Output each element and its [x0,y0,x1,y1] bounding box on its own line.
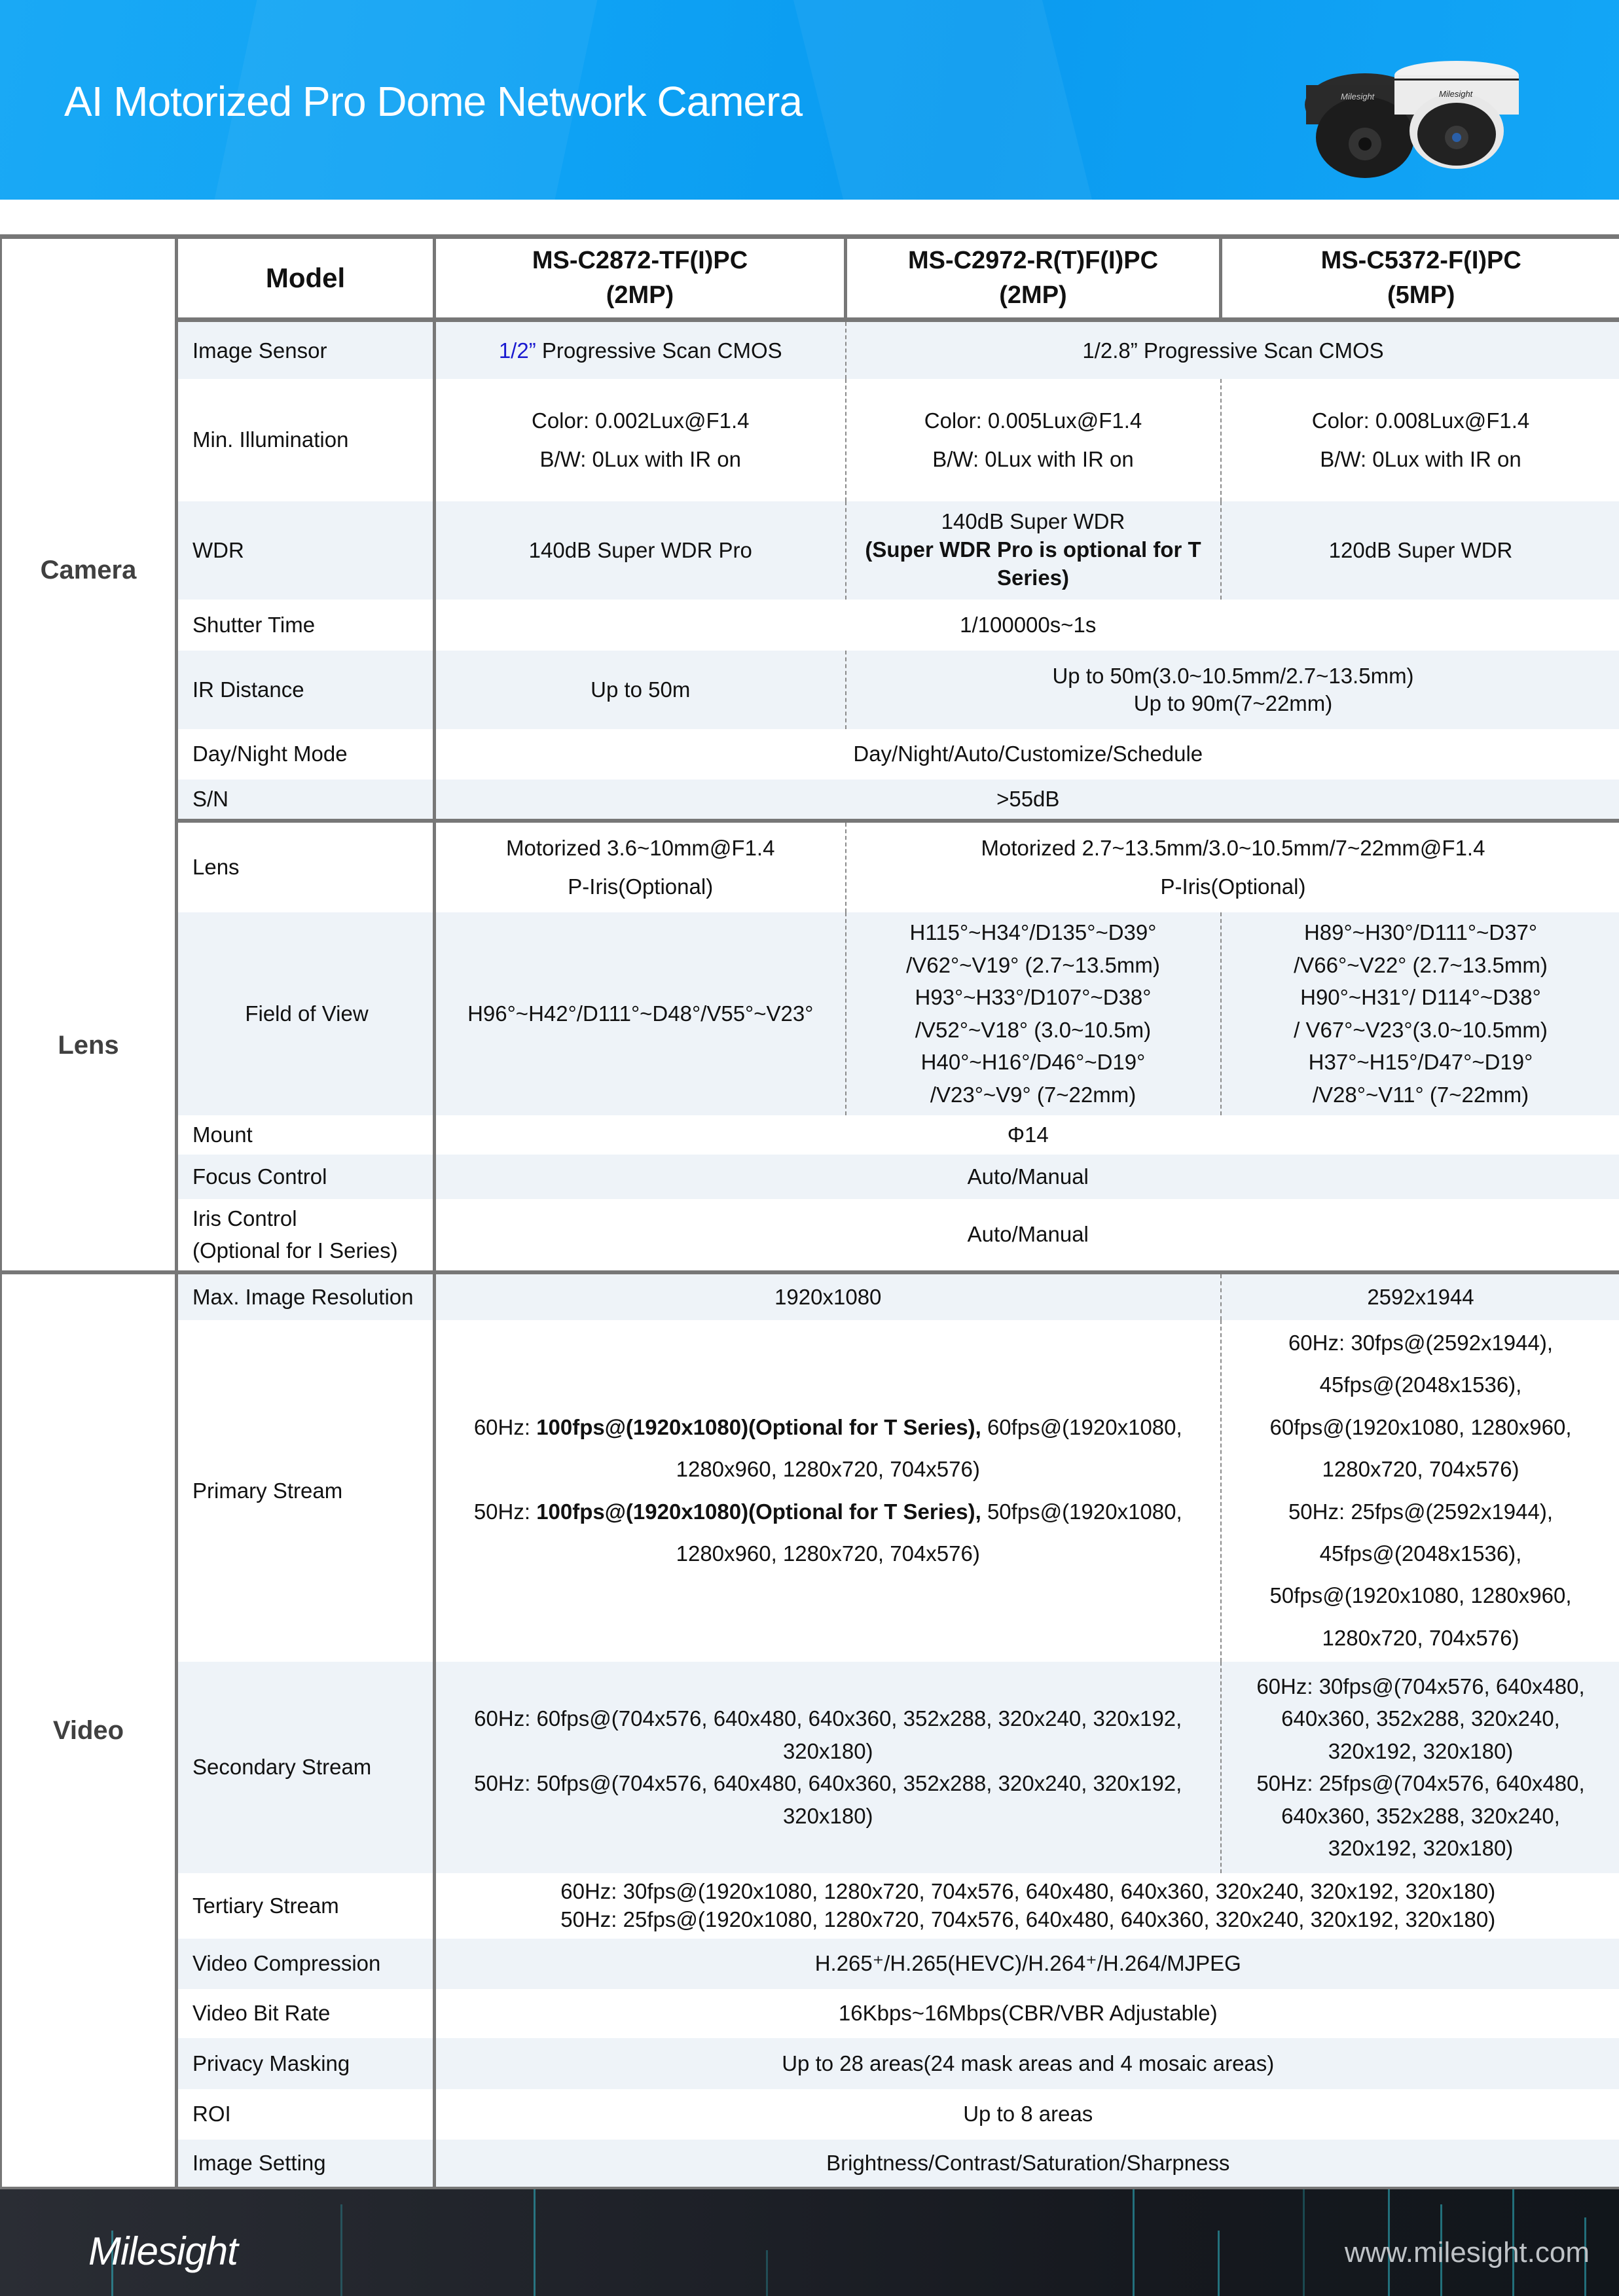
section-camera: Camera [1,320,177,821]
model-header-a [435,237,846,320]
table-row-roi [1,2089,1619,2140]
table-row-primary-stream [1,1320,1619,1662]
table-row-video-bit-rate [1,1989,1619,2038]
cell-ab [435,1320,1221,1662]
row-label: Image Setting [177,2140,435,2189]
cell-bc [846,821,1619,912]
corner-cell [1,237,177,320]
model-resolution: (5MP) [1387,281,1455,309]
model-label: Model [177,237,435,320]
table-row-iris-control [1,1199,1619,1272]
cell-line: 50Hz: 25fps@(2592x1944), [1288,1499,1554,1524]
cell-bc [846,651,1619,729]
cell-all: Up to 8 areas [435,2089,1619,2140]
camera-logo-text: Milesight [1439,89,1473,99]
model-name: MS-C2872-TF(I)PC [532,246,748,274]
table-row-wdr [1,501,1619,600]
table-row-privacy-masking [1,2038,1619,2089]
row-label: Field of View [177,912,435,1115]
cell-line: / V67°~V23°(3.0~10.5mm) [1294,1017,1548,1042]
model-header-b [846,237,1221,320]
decor-line [340,2204,342,2296]
table-row-mount [1,1115,1619,1155]
cell-line: 1280x720, 704x576) [1322,1457,1519,1482]
row-label [177,1199,435,1272]
cell-line: 60Hz: 30fps@(1920x1080, 1280x720, 704x576, 640x480, 640x360, 320x240, 320x192, 320x180) [560,1878,1496,1903]
row-label: WDR [177,501,435,600]
cell-line: 50Hz: 25fps@(1920x1080, 1280x720, 704x576, 640x480, 640x360, 320x240, 320x192, 320x180) [560,1907,1496,1931]
table-row-image-sensor [1,320,1619,379]
footer-banner [0,2189,1619,2296]
cell-line: Up to 50m(3.0~10.5mm/2.7~13.5mm) [1052,664,1414,689]
row-label: Focus Control [177,1155,435,1199]
cell-text: Progressive Scan CMOS [536,338,782,363]
table-row-secondary-stream [1,1662,1619,1873]
table-row-video-compression [1,1939,1619,1989]
decor-line [1303,2189,1305,2296]
decor-line [766,2250,768,2296]
cell-b [846,912,1221,1115]
row-label: Min. Illumination [177,379,435,501]
cell-all: 16Kbps~16Mbps(CBR/VBR Adjustable) [435,1989,1619,2038]
table-row-min-illumination [1,379,1619,501]
model-name: MS-C5372-F(I)PC [1320,246,1521,274]
cell-line: 50Hz: 100fps@(1920x1080)(Optional for T Series), 50fps@(1920x1080, [473,1499,1182,1524]
product-image-dome-cameras [1303,46,1519,183]
decor-line [1133,2189,1135,2296]
cell-line: /V66°~V22° (2.7~13.5mm) [1294,952,1548,977]
cell-c: 120dB Super WDR [1221,501,1619,600]
cell-all: H.265⁺/H.265(HEVC)/H.264⁺/H.264/MJPEG [435,1939,1619,1989]
cell-line: /V23°~V9° (7~22mm) [930,1082,1137,1107]
cell-line: /V52°~V18° (3.0~10.5m) [915,1017,1152,1042]
cell-line: 60Hz: 60fps@(704x576, 640x480, 640x360, 352x288, 320x240, 320x192, 320x180) [474,1706,1182,1763]
model-resolution: (2MP) [606,281,674,309]
cell-b [846,379,1221,501]
section-video: Video [1,1272,177,2189]
table-row-sn [1,780,1619,821]
row-label: Image Sensor [177,320,435,379]
row-label: Secondary Stream [177,1662,435,1873]
cell-line: H89°~H30°/D111°~D37° [1303,920,1538,944]
cell-line: Color: 0.005Lux@F1.4 [924,408,1142,433]
cell-a: Up to 50m [435,651,846,729]
milesight-logo: Milesight [88,2229,238,2273]
cell-line: B/W: 0Lux with IR on [1320,447,1521,471]
cell-line: Color: 0.008Lux@F1.4 [1311,408,1530,433]
model-header-row [1,237,1619,320]
cell-line: /V62°~V19° (2.7~13.5mm) [906,952,1160,977]
header-banner [0,0,1619,200]
row-label: Video Compression [177,1939,435,1989]
section-lens: Lens [1,821,177,1272]
cell-all: >55dB [435,780,1619,821]
cell-line: 60fps@(1920x1080, 1280x960, [1269,1414,1572,1439]
row-label: Video Bit Rate [177,1989,435,2038]
cell-all [435,1873,1619,1939]
table-row-field-of-view [1,912,1619,1115]
cell-bc: 1/2.8” Progressive Scan CMOS [846,320,1619,379]
cell-line: 50Hz: 25fps@(704x576, 640x480, 640x360, 352x288, 320x240, 320x192, 320x180) [1256,1771,1585,1860]
cell-line: 60Hz: 30fps@(2592x1944), [1288,1331,1554,1355]
website-link[interactable]: www.milesight.com [1344,2236,1590,2269]
decor-line [534,2189,536,2296]
cell-line: H115°~H34°/D135°~D39° [909,920,1157,944]
cell-line: H93°~H33°/D107°~D38° [915,985,1152,1009]
cell-a: H96°~H42°/D111°~D48°/V55°~V23° [435,912,846,1115]
cell-c [1221,1320,1619,1662]
table-row-lens [1,821,1619,912]
cell-line: H90°~H31°/ D114°~D38° [1300,985,1541,1009]
cell-line: 1280x960, 1280x720, 704x576) [676,1457,980,1482]
cell-line: 45fps@(2048x1536), [1319,1372,1522,1397]
row-label: Shutter Time [177,600,435,651]
cell-a [435,821,846,912]
cell-line: P-Iris(Optional) [1160,874,1306,899]
cell-line: 60Hz: 30fps@(704x576, 640x480, 640x360, 352x288, 320x240, 320x192, 320x180) [1256,1674,1585,1763]
cell-all: Φ14 [435,1115,1619,1155]
cell-line: 60Hz: 100fps@(1920x1080)(Optional for T Series), 60fps@(1920x1080, [473,1414,1182,1439]
row-label: Lens [177,821,435,912]
table-row-day-night-mode [1,729,1619,780]
cell-line: 45fps@(2048x1536), [1319,1541,1522,1566]
cell-all: Day/Night/Auto/Customize/Schedule [435,729,1619,780]
highlight-value: 1/2” [498,338,536,363]
row-label: Privacy Masking [177,2038,435,2089]
row-label-note: (Optional for I Series) [192,1238,398,1263]
table-row-tertiary-stream [1,1873,1619,1939]
cell-line: /V28°~V11° (7~22mm) [1312,1082,1529,1107]
row-label: Tertiary Stream [177,1873,435,1939]
cell-c [1221,912,1619,1115]
cell-a [435,320,846,379]
cell-b [846,501,1221,600]
row-label-line: Iris Control [192,1206,297,1230]
cell-all: Auto/Manual [435,1199,1619,1272]
cell-line: Up to 90m(7~22mm) [1133,691,1333,715]
model-header-c [1221,237,1619,320]
cell-line: Motorized 2.7~13.5mm/3.0~10.5mm/7~22mm@F1.4 [981,835,1485,860]
row-label: S/N [177,780,435,821]
cell-line: Motorized 3.6~10mm@F1.4 [506,835,775,860]
decor-line [1218,2231,1220,2296]
cell-line: 140dB Super WDR [941,509,1125,534]
row-label: Max. Image Resolution [177,1272,435,1320]
cell-a: 140dB Super WDR Pro [435,501,846,600]
spec-table [0,234,1619,2191]
model-resolution: (2MP) [999,281,1067,309]
cell-ab: 1920x1080 [435,1272,1221,1320]
row-label: Primary Stream [177,1320,435,1662]
cell-ab [435,1662,1221,1873]
cell-line: B/W: 0Lux with IR on [539,447,742,471]
cell-note: (Super WDR Pro is optional for T Series) [865,537,1201,590]
cell-line: 1280x720, 704x576) [1322,1625,1519,1650]
row-label: ROI [177,2089,435,2140]
table-row-image-setting [1,2140,1619,2189]
cell-all: 1/100000s~1s [435,600,1619,651]
cell-c [1221,1662,1619,1873]
cell-all: Auto/Manual [435,1155,1619,1199]
cell-all: Brightness/Contrast/Saturation/Sharpness [435,2140,1619,2189]
banner-facet [793,0,1092,200]
row-label: Mount [177,1115,435,1155]
cell-line: 50fps@(1920x1080, 1280x960, [1269,1583,1572,1608]
cell-line: B/W: 0Lux with IR on [932,447,1134,471]
row-label: IR Distance [177,651,435,729]
cell-line: 1280x960, 1280x720, 704x576) [676,1541,980,1566]
cell-c: 2592x1944 [1221,1272,1619,1320]
cell-line: H37°~H15°/D47°~D19° [1308,1050,1533,1074]
row-label: Day/Night Mode [177,729,435,780]
cell-a [435,379,846,501]
cell-line: P-Iris(Optional) [568,874,714,899]
table-row-max-resolution [1,1272,1619,1320]
cell-all: Up to 28 areas(24 mask areas and 4 mosaic areas) [435,2038,1619,2089]
cell-line: H40°~H16°/D46°~D19° [920,1050,1146,1074]
cell-line: Color: 0.002Lux@F1.4 [531,408,750,433]
page-title: AI Motorized Pro Dome Network Camera [64,78,803,125]
table-row-focus-control [1,1155,1619,1199]
table-row-shutter-time [1,600,1619,651]
model-name: MS-C2972-R(T)F(I)PC [907,246,1159,274]
camera-logo-text: Milesight [1341,92,1375,101]
cell-line: 50Hz: 50fps@(704x576, 640x480, 640x360, 352x288, 320x240, 320x192, 320x180) [474,1771,1182,1828]
table-row-ir-distance [1,651,1619,729]
cell-c [1221,379,1619,501]
